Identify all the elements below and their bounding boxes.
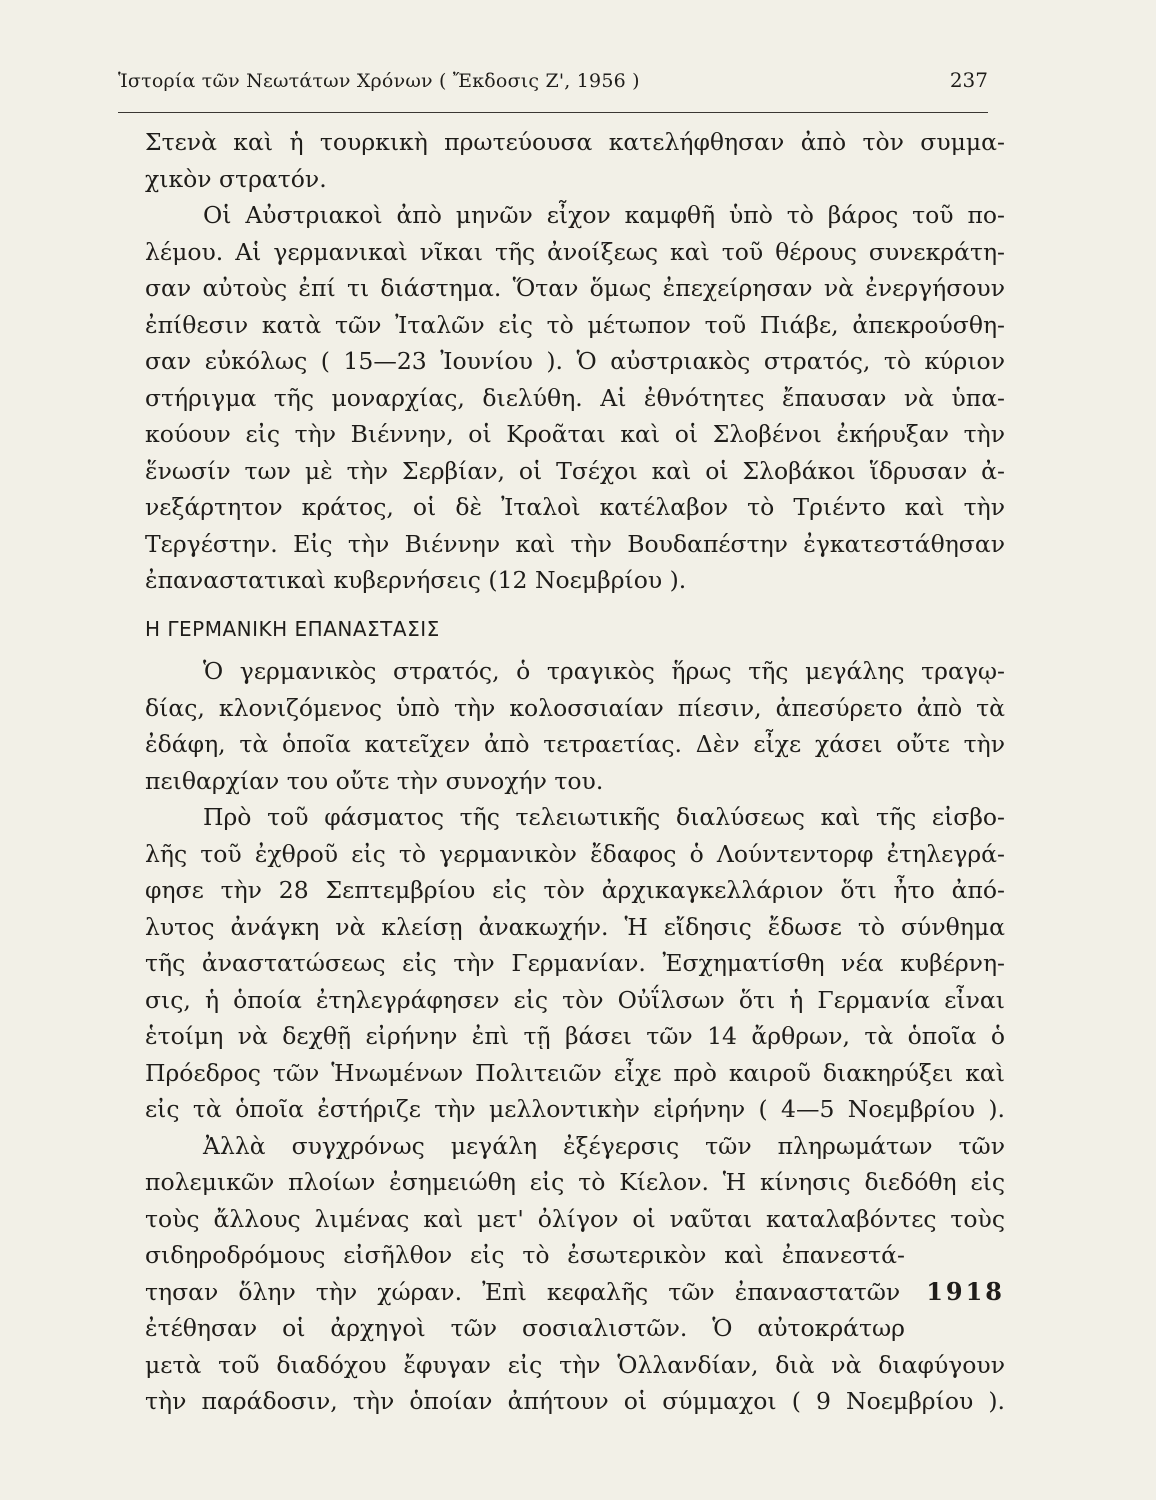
text-line: δίας, κλονιζόμενος ὑπὸ τὴν κολοσσιαίαν πίεσιν, ἀπεσύρετο ἀπὸ τὰ xyxy=(145,693,1005,722)
text-line xyxy=(145,1237,1005,1274)
text-line: Πρὸ τοῦ φάσματος τῆς τελειωτικῆς διαλύσεως καὶ τῆς εἰσβο- xyxy=(203,803,1005,831)
text-line: τῆς ἀναστατώσεως εἰς τὴν Γερμανίαν. Ἐσχηματίσθη νέα κυβέρνη- xyxy=(145,949,1005,977)
text-line: Στενὰ καὶ ἡ τουρκικὴ πρωτεύουσα κατελήφθησαν ἀπὸ τὸν συμμα- xyxy=(145,128,1005,156)
text-line: εἰς τὰ ὁποῖα ἐστήριζε τὴν μελλοντικὴν εἰρήνην ( 4—5 Νοεμβρίου ). xyxy=(145,1095,1005,1123)
text-line: φησε τὴν 28 Σεπτεμβρίου εἰς τὸν ἀρχικαγκελλάριον ὅτι ἦτο ἀπό- xyxy=(145,876,1005,904)
text-line: λυτος ἀνάγκη νὰ κλείσῃ ἀνακωχήν. Ἡ εἴδησις ἔδωσε τὸ σύνθημα xyxy=(145,912,1005,941)
text-line: λέμου. Αἱ γερμανικαὶ νῖκαι τῆς ἀνοίξεως καὶ τοῦ θέρους συνεκράτη- xyxy=(145,237,1005,266)
text-line: ἐπαναστατικαὶ κυβερνήσεις (12 Νοεμβρίου ). xyxy=(145,566,687,594)
text-line: ἐπίθεσιν κατὰ τῶν Ἰταλῶν εἰς τὸ μέτωπον τοῦ Πιάβε, ἀπεκρούσθη- xyxy=(145,310,1005,339)
text-line: χικὸν στρατόν. xyxy=(145,164,327,193)
text-line: Πρόεδρος τῶν Ἡνωμένων Πολιτειῶν εἶχε πρὸ καιροῦ διακηρύξει καὶ xyxy=(145,1058,1005,1087)
text-line: Ὁ γερμανικὸς στρατός, ὁ τραγικὸς ἥρως τῆς μεγάλης τραγῳ- xyxy=(203,657,1005,685)
text-line: μετὰ τοῦ διαδόχου ἔφυγαν εἰς τὴν Ὁλλανδίαν, διὰ νὰ διαφύγουν xyxy=(145,1350,1005,1379)
text-line: Ἀλλὰ συγχρόνως μεγάλη ἐξέγερσις τῶν πληρωμάτων τῶν xyxy=(203,1131,1005,1160)
text-line: πειθαρχίαν του οὔτε τὴν συνοχήν του. xyxy=(145,766,604,795)
header-rule xyxy=(118,112,988,113)
section-heading: Η ΓΕΡΜΑΝΙΚΗ ΕΠΑΝΑΣΤΑΣΙΣ xyxy=(145,616,440,641)
text-line: κούουν εἰς τὴν Βιέννην, οἱ Κροᾶται καὶ οἱ Σλοβένοι ἐκήρυξαν τὴν xyxy=(145,420,1005,448)
text-line: στήριγμα τῆς μοναρχίας, διελύθη. Αἱ ἐθνότητες ἔπαυσαν νὰ ὑπα- xyxy=(145,383,1005,412)
text-line: σαν αὐτοὺς ἐπί τι διάστημα. Ὅταν ὅμως ἐπεχείρησαν νὰ ἐνεργήσουν xyxy=(145,274,1005,302)
page-number: 237 xyxy=(949,68,988,92)
text-line: Τεργέστην. Εἰς τὴν Βιέννην καὶ τὴν Βουδαπέστην ἐγκατεστάθησαν xyxy=(145,529,1005,558)
text-line: ἑτοίμη νὰ δεχθῇ εἰρήνην ἐπὶ τῇ βάσει τῶν 14 ἄρθρων, τὰ ὁποῖα ὁ xyxy=(145,1022,1005,1050)
running-header-title: Ἱστορία τῶν Νεωτάτων Χρόνων ( Ἔκδοσις Ζ', 1956 ) xyxy=(118,70,640,92)
body-text xyxy=(145,124,1005,1420)
text-line: νεξάρτητον κράτος, οἱ δὲ Ἰταλοὶ κατέλαβον τὸ Τριέντο καὶ τὴν xyxy=(145,493,1005,521)
text-line-content: ἐτέθησαν οἱ ἀρχηγοὶ τῶν σοσιαλιστῶν. Ὁ αὐτοκράτωρ xyxy=(145,1314,905,1342)
text-line: λῆς τοῦ ἐχθροῦ εἰς τὸ γερμανικὸν ἔδαφος ὁ Λούντεντορφ ἐτηλεγρά- xyxy=(145,839,1005,868)
text-line xyxy=(145,1274,1005,1311)
text-line-content: σιδηροδρόμους εἰσῆλθον εἰς τὸ ἐσωτερικὸν καὶ ἐπανεστά- xyxy=(145,1241,905,1269)
text-line: τοὺς ἄλλους λιμένας καὶ μετ' ὀλίγον οἱ ναῦται καταλαβόντες τοὺς xyxy=(145,1204,1005,1233)
margin-year-note: 1918 xyxy=(926,1276,1005,1306)
text-line-content: τησαν ὅλην τὴν χώραν. Ἐπὶ κεφαλῆς τῶν ἐπαναστατῶν xyxy=(145,1277,901,1306)
text-line: ἕνωσίν των μὲ τὴν Σερβίαν, οἱ Τσέχοι καὶ οἱ Σλοβάκοι ἵδρυσαν ἀ- xyxy=(145,456,1005,485)
text-line: σαν εὐκόλως ( 15—23 Ἰουνίου ). Ὁ αὐστριακὸς στρατός, τὸ κύριον xyxy=(145,347,1005,375)
text-line: σις, ἡ ὁποία ἐτηλεγράφησεν εἰς τὸν Οὐΐλσων ὅτι ἡ Γερμανία εἶναι xyxy=(145,985,1005,1014)
text-line: ἐδάφη, τὰ ὁποῖα κατεῖχεν ἀπὸ τετραετίας. Δὲν εἶχε χάσει οὔτε τὴν xyxy=(145,730,1005,758)
text-line: Οἱ Αὐστριακοὶ ἀπὸ μηνῶν εἶχον καμφθῆ ὑπὸ τὸ βάρος τοῦ πο- xyxy=(203,201,1005,229)
running-header xyxy=(118,70,988,100)
text-line xyxy=(145,1310,1005,1347)
text-line: πολεμικῶν πλοίων ἐσημειώθη εἰς τὸ Κίελον. Ἡ κίνησις διεδόθη εἰς xyxy=(145,1168,1005,1196)
text-line: τὴν παράδοσιν, τὴν ὁποίαν ἀπήτουν οἱ σύμμαχοι ( 9 Νοεμβρίου ). xyxy=(145,1387,1005,1415)
